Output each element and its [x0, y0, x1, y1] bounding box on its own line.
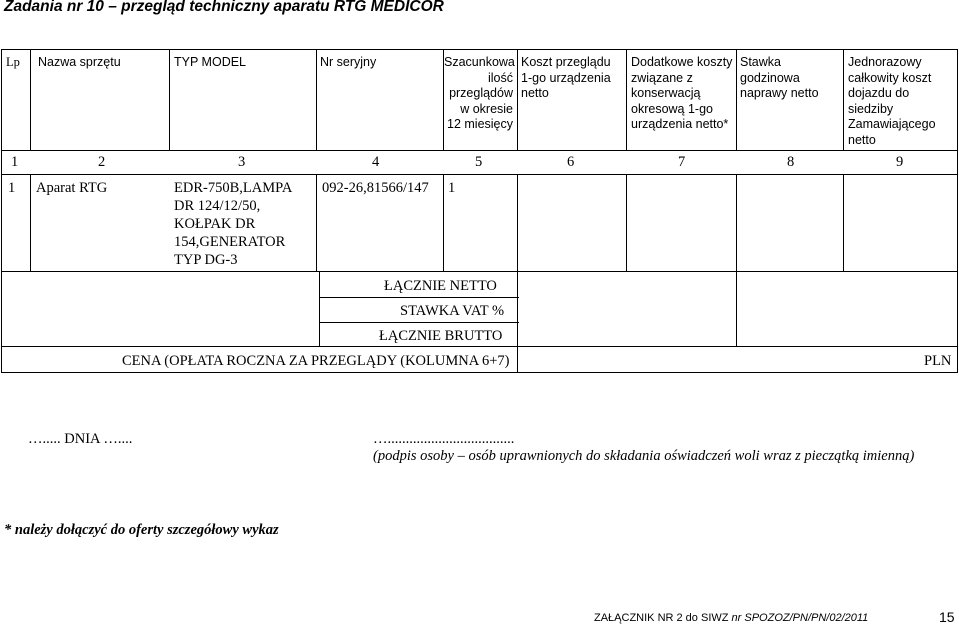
column-number: 8 — [787, 154, 795, 170]
row-serial-number: 092-26,81566/147 — [322, 180, 429, 196]
column-number: 7 — [678, 154, 686, 170]
summary-currency: PLN — [924, 353, 952, 369]
summary-total-gross: ŁĄCZNIE BRUTTO — [379, 328, 503, 344]
page-number: 15 — [939, 609, 955, 625]
column-number: 6 — [567, 154, 575, 170]
footer-attachment — [594, 611, 868, 625]
column-number: 1 — [11, 154, 19, 170]
header-hourly-rate: Stawka godzinowa naprawy netto — [740, 55, 819, 100]
summary-total-net: ŁĄCZNIE NETTO — [384, 278, 497, 294]
footnote: * należy dołączyć do oferty szczegółowy wykaz — [4, 522, 279, 538]
header-inspection-cost: Koszt przeglądu 1-go urządzenia netto — [521, 55, 611, 100]
header-maintenance-cost: Dodatkowe koszty związane z konserwacją okresową 1-go urządzenia netto* — [631, 55, 733, 131]
row-equipment-name: Aparat RTG — [36, 180, 108, 196]
summary-vat-rate: STAWKA VAT % — [400, 303, 505, 319]
column-number: 3 — [238, 154, 246, 170]
column-number: 9 — [896, 154, 904, 170]
header-type-model: TYP MODEL — [174, 55, 247, 69]
header-serial-number: Nr seryjny — [320, 55, 377, 69]
row-count: 1 — [448, 180, 456, 196]
page-title: Zadania nr 10 – przegląd techniczny aparatu RTG MEDICOR — [4, 0, 444, 15]
signature-dots: …................................... — [373, 431, 515, 447]
signature-date-line: …..... DNIA ….... — [28, 431, 133, 447]
footer-reference: nr SPOZOZ/PN/PN/02/2011 — [731, 612, 869, 624]
header-travel-cost: Jednorazowy całkowity koszt dojazdu do siedziby Zamawiającego netto — [848, 55, 936, 147]
signature-caption: (podpis osoby – osób uprawnionych do składania oświadczeń woli wraz z pieczątką imienną) — [373, 448, 915, 464]
column-number: 4 — [372, 154, 380, 170]
row-type-model: EDR-750B,LAMPA DR 124/12/50, KOŁPAK DR 154,GENERATOR TYP DG-3 — [174, 180, 292, 268]
header-estimated-count: Szacunkowa ilość przeglądów w okresie 12 miesięcy — [444, 55, 515, 131]
header-equipment-name: Nazwa sprzętu — [38, 55, 121, 69]
column-number: 5 — [475, 154, 483, 170]
header-lp: Lp — [6, 55, 20, 69]
footer-attachment-label: ZAŁĄCZNIK NR 2 do SIWZ — [594, 612, 729, 624]
summary-annual-price: CENA (OPŁATA ROCZNA ZA PRZEGLĄDY (KOLUMNA 6+7) — [122, 353, 510, 369]
row-lp: 1 — [8, 180, 16, 196]
column-number: 2 — [98, 154, 106, 170]
